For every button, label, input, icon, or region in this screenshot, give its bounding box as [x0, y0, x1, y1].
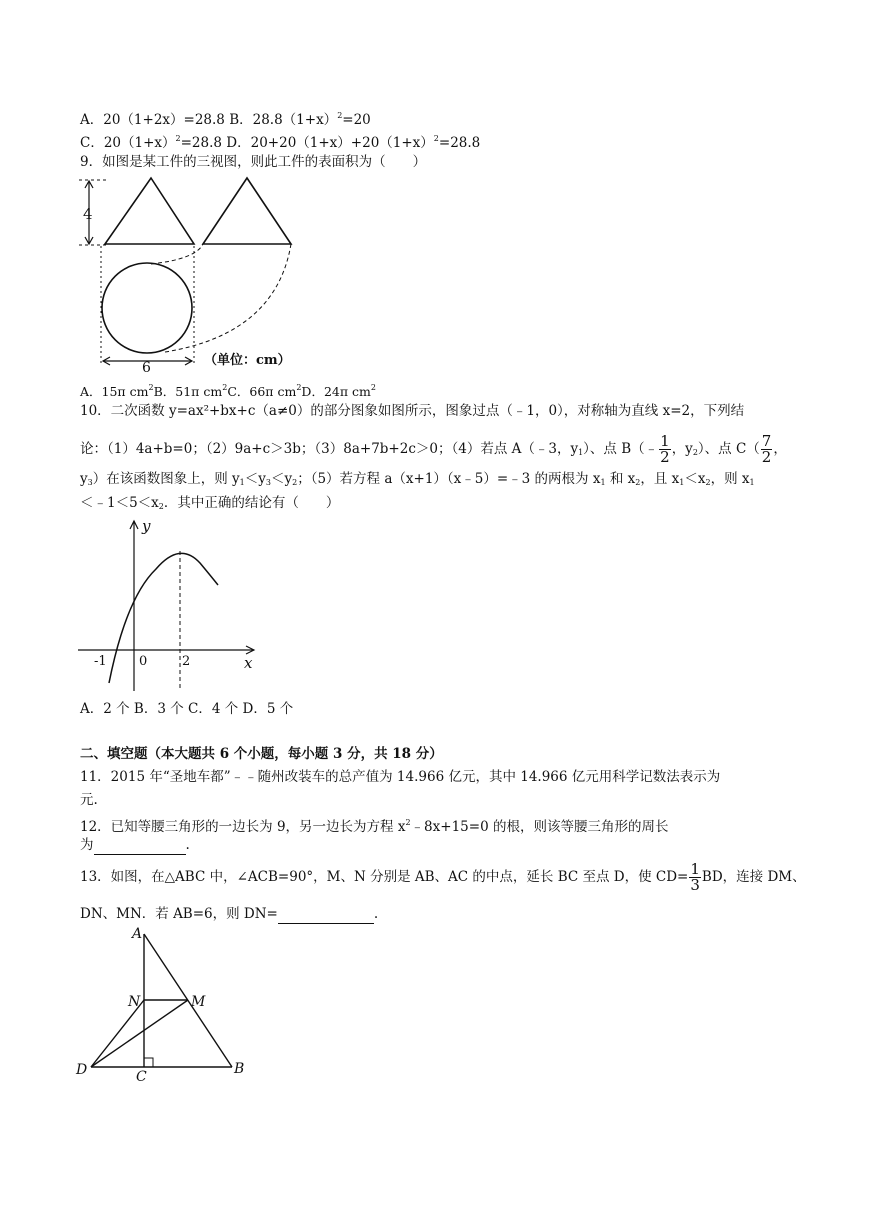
q13-label-M: M: [191, 994, 206, 1010]
q13-line2: DN、MN．若 AB=6，则 DN= .: [80, 906, 379, 922]
q8-options-line1: A．20（1+2x）=28.8 B．$28.8(1+x)^2=20$: [80, 111, 371, 128]
q10-line3: $y_3$）在该函数图象上，则 $y_1<y_3<y_2$；（5）若方程 a（x+1）（x﹣5）=﹣3 的两根为 $x_1$ 和 $x_2$，且 $x_1<x_2$，则 $x_1$: [80, 471, 755, 487]
q9-stem: 9．如图是某工件的三视图，则此工件的表面积为（ ）: [80, 154, 427, 170]
q13-triangle-figure: [74, 924, 254, 1084]
q10-x-label: x: [244, 654, 253, 672]
q11-line2: 元.: [80, 792, 98, 808]
q10-tick-neg1: -1: [94, 654, 107, 669]
q9-options: A．15π $cm^2B$．51π $cm^2C$．66π $cm^2D$．24π $cm^2$: [80, 383, 376, 399]
q10-options: A．2 个 B．3 个 C．4 个 D．5 个: [80, 701, 294, 717]
q12-answer-blank[interactable]: [94, 836, 186, 855]
q13-answer-blank[interactable]: [278, 905, 374, 924]
q10-line1: 10．二次函数 y=ax²+bx+c（a≠0）的部分图象如图所示，图象过点（﹣1，0），对称轴为直线 x=2，下列结: [80, 403, 745, 419]
q10-tick-2: 2: [182, 654, 191, 669]
q12-line2: 为 .: [80, 837, 190, 853]
q13-frac-one-third: $\frac{1}{3}$: [690, 860, 700, 894]
q11-line1: 11．2015 年“圣地车都”﹣﹣随州改装车的总产值为 14.966 亿元，其中 14.966 亿元用科学记数法表示为: [80, 769, 721, 785]
q9-width-label: 6: [142, 360, 151, 376]
q13-label-C: C: [136, 1069, 147, 1085]
q10-frac-neg-half: $\frac{1}{2}$: [660, 432, 670, 466]
q12-line1: 12．已知等腰三角形的一边长为 9，另一边长为方程 $x^2﹣8x+15=0$ 的根，则该等腰三角形的周长: [80, 818, 669, 835]
q13-label-A: A: [132, 926, 143, 942]
q13-line1: 13．如图，在△ABC 中，∠ACB=90°，M、N 分别是 AB、AC 的中点，延长 BC 至点 D，使 CD= $\frac{1}{3}$ BD，连接 DM、: [80, 860, 806, 894]
q9-height-label: 4: [83, 205, 93, 223]
q10-tick-0: 0: [139, 654, 148, 669]
q10-parabola-graph: [76, 513, 266, 693]
q9-three-view-figure: [76, 174, 316, 374]
q10-y-label: y: [142, 517, 151, 535]
q13-label-D: D: [76, 1062, 88, 1078]
section2-heading: 二、填空题（本大题共 6 个小题，每小题 3 分，共 18 分）: [80, 746, 443, 762]
q8-options-line2: C．$20(1+x)^2=28.8$ D．$20+20(1+x)+20(1+x)^2=28.8$: [80, 134, 481, 151]
q13-label-B: B: [234, 1061, 245, 1077]
q10-frac-seven-half: $\frac{7}{2}$: [761, 432, 772, 466]
q10-line4: $<﹣1<5<x_2$．其中正确的结论有（ ）: [80, 495, 340, 511]
q13-label-N: N: [128, 994, 141, 1010]
q10-line2: 论：（1）4a+b=0；（2）9a+c＞3b；（3）8a+7b+2c＞0；（4）若点 A（﹣3，$y_1$）、点 B（﹣ $\frac{1}{2}$ ，$y_2$）、点 C（ $\frac{7}{2}$ ，: [80, 432, 787, 466]
q9-unit-label: （单位：cm）: [204, 353, 291, 368]
